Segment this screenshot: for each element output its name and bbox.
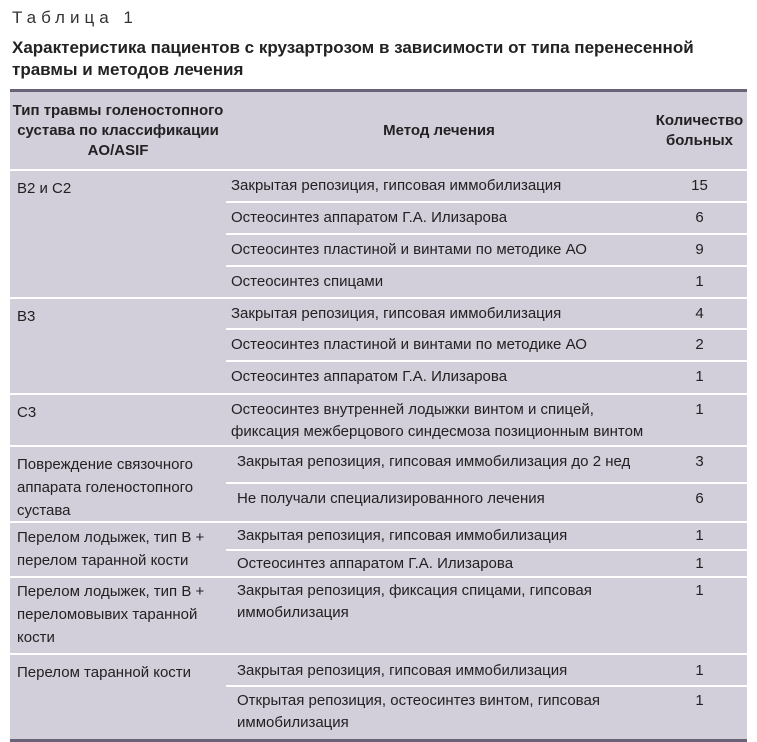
method-cell: Остеосинтез пластиной и винтами по методике АО xyxy=(226,330,652,360)
table-group xyxy=(10,578,747,655)
method-cell: Закрытая репозиция, гипсовая иммобилизация xyxy=(226,171,652,201)
count-cell: 1 xyxy=(695,582,704,599)
method-cell: Не получали специализированного лечения xyxy=(226,484,652,521)
table-row xyxy=(226,551,747,576)
method-cell: Остеосинтез аппаратом Г.А. Илизарова xyxy=(226,203,652,233)
method-cell: Остеосинтез аппаратом Г.А. Илизарова xyxy=(226,362,652,393)
method-cell: Открытая репозиция, остеосинтез винтом, гипсовая иммобилизация xyxy=(226,687,652,739)
method-cell: Остеосинтез аппаратом Г.А. Илизарова xyxy=(226,551,652,576)
injury-type-cell: B3 xyxy=(17,308,36,325)
table-row xyxy=(226,267,747,297)
table-row xyxy=(226,299,747,330)
table-row xyxy=(226,687,747,739)
table-row xyxy=(226,655,747,687)
count-cell: 2 xyxy=(695,336,704,353)
count-cell: 1 xyxy=(695,662,704,679)
count-cell: 9 xyxy=(695,241,704,258)
table-row xyxy=(226,171,747,203)
table-group xyxy=(10,523,747,578)
count-cell: 1 xyxy=(695,273,704,290)
table-group xyxy=(10,395,747,447)
count-cell: 6 xyxy=(695,490,704,507)
table-row xyxy=(226,203,747,235)
method-cell: Закрытая репозиция, гипсовая иммобилизация до 2 нед xyxy=(226,447,652,482)
count-cell: 1 xyxy=(695,692,704,709)
data-table xyxy=(10,89,747,742)
method-cell: Остеосинтез внутренней лодыжки винтом и спицей, фиксация межберцового синдесмоза позиционным винтом xyxy=(226,395,652,445)
method-cell: Закрытая репозиция, фиксация спицами, гипсовая иммобилизация xyxy=(226,578,652,653)
count-cell: 3 xyxy=(695,453,704,470)
table-group xyxy=(10,655,747,739)
table-group xyxy=(10,171,747,299)
header-treatment-method: Метод лечения xyxy=(383,121,495,139)
method-cell: Закрытая репозиция, гипсовая иммобилизация xyxy=(226,523,652,549)
table-row xyxy=(226,484,747,521)
count-cell: 1 xyxy=(695,555,704,572)
header-patient-count: Количество больных xyxy=(655,111,744,149)
table-row xyxy=(226,395,747,445)
table-row xyxy=(226,447,747,484)
method-cell: Остеосинтез пластиной и винтами по методике АО xyxy=(226,235,652,265)
injury-type-cell: Перелом лодыжек, тип В + переломовывих таранной кости xyxy=(17,583,205,646)
table-row xyxy=(226,235,747,267)
injury-type-cell: B2 и C2 xyxy=(17,180,72,197)
injury-type-cell: Повреждение связочного аппарата голеностопного сустава xyxy=(17,456,194,519)
table-row xyxy=(226,523,747,551)
header-injury-type: Тип травмы голеностопного сустава по классификации AO/ASIF xyxy=(12,101,224,159)
count-cell: 1 xyxy=(695,527,704,544)
method-cell: Закрытая репозиция, гипсовая иммобилизация xyxy=(226,655,652,685)
injury-type-cell: C3 xyxy=(17,404,37,421)
injury-type-cell: Перелом таранной кости xyxy=(17,664,192,681)
table-row xyxy=(226,330,747,362)
injury-type-cell: Перелом лодыжек, тип В + перелом таранной кости xyxy=(17,529,205,569)
table-header xyxy=(10,92,747,171)
table-label: Таблица 1 xyxy=(12,8,138,27)
count-cell: 15 xyxy=(691,177,708,194)
method-cell: Закрытая репозиция, гипсовая иммобилизация xyxy=(226,299,652,328)
count-cell: 4 xyxy=(695,305,704,322)
table-group xyxy=(10,299,747,395)
method-cell: Остеосинтез спицами xyxy=(226,267,652,297)
table-title: Характеристика пациентов с крузартрозом в зависимости от типа перенесенной травмы и методов лечения xyxy=(12,38,694,79)
table-row xyxy=(226,362,747,393)
count-cell: 1 xyxy=(695,368,704,385)
table-group xyxy=(10,447,747,523)
count-cell: 6 xyxy=(695,209,704,226)
table-row xyxy=(226,578,747,653)
count-cell: 1 xyxy=(695,401,704,418)
